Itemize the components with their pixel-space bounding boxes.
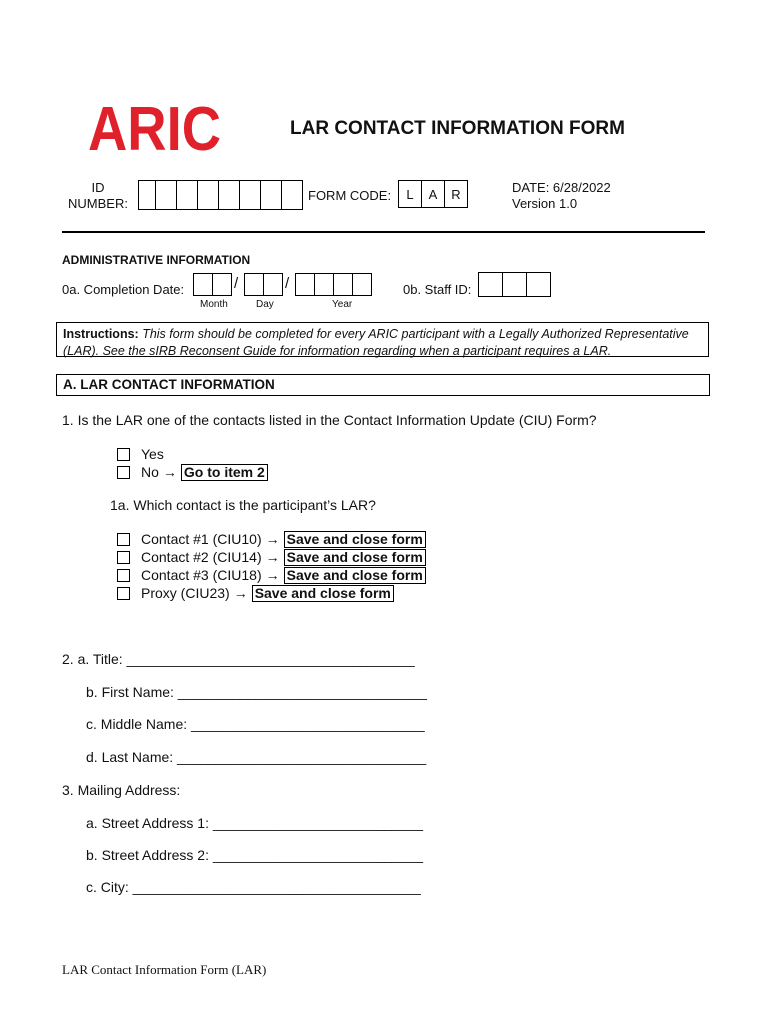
form-code-label: FORM CODE: bbox=[308, 188, 392, 203]
goto-item-2: Go to item 2 bbox=[181, 464, 268, 481]
q1a-option-contact1[interactable] bbox=[117, 530, 426, 548]
month-caption: Month bbox=[200, 299, 228, 310]
id-number-boxes[interactable] bbox=[138, 180, 302, 210]
q1-option-yes[interactable] bbox=[117, 445, 268, 463]
id-box[interactable] bbox=[260, 180, 282, 210]
contact1-label: Contact #1 (CIU10) bbox=[141, 531, 262, 547]
save-close-action: Save and close form bbox=[284, 567, 426, 584]
checkbox-no[interactable] bbox=[117, 466, 130, 479]
save-close-action: Save and close form bbox=[252, 585, 394, 602]
form-code-letter: A bbox=[421, 180, 445, 208]
form-code-letter: L bbox=[398, 180, 422, 208]
id-number-label bbox=[68, 180, 128, 212]
year-caption: Year bbox=[332, 299, 353, 310]
first-name-field[interactable]: b. First Name: ________________________________ bbox=[86, 684, 427, 700]
day-box[interactable] bbox=[263, 273, 283, 296]
id-label-line1: ID bbox=[91, 180, 105, 195]
q1-options bbox=[117, 445, 268, 481]
id-box[interactable] bbox=[138, 180, 156, 210]
day-caption: Day bbox=[256, 299, 274, 310]
arrow-icon: → bbox=[162, 464, 177, 480]
date-slash: / bbox=[285, 275, 290, 292]
title-field[interactable]: 2. a. Title: _____________________________________ bbox=[62, 651, 415, 667]
staff-id-box[interactable] bbox=[526, 272, 551, 297]
id-box[interactable] bbox=[281, 180, 303, 210]
contact2-label: Contact #2 (CIU14) bbox=[141, 549, 262, 565]
aric-logo bbox=[88, 95, 223, 164]
date-slash: / bbox=[234, 275, 239, 292]
id-box[interactable] bbox=[197, 180, 219, 210]
admin-heading: ADMINISTRATIVE INFORMATION bbox=[62, 253, 251, 267]
arrow-icon: → bbox=[265, 531, 280, 547]
q1a-option-proxy[interactable] bbox=[117, 584, 426, 602]
form-code-letter: R bbox=[444, 180, 468, 208]
id-box[interactable] bbox=[155, 180, 177, 210]
q1a-text: 1a. Which contact is the participant’s LAR? bbox=[110, 497, 376, 513]
mailing-address-label: 3. Mailing Address: bbox=[62, 782, 181, 798]
checkbox-yes[interactable] bbox=[117, 448, 130, 461]
id-label-line2: NUMBER: bbox=[68, 196, 128, 211]
street-address-2-field[interactable]: b. Street Address 2: ___________________________ bbox=[86, 847, 424, 863]
id-box[interactable] bbox=[239, 180, 261, 210]
arrow-icon: → bbox=[265, 549, 280, 565]
month-box[interactable] bbox=[193, 273, 213, 296]
instructions-text: This form should be completed for every ARIC participant with a Legally Authorized Representative (LAR). See the sIRB Reconsent Guide for information regarding when a participant requires a LAR. bbox=[63, 327, 689, 358]
header-divider bbox=[62, 231, 705, 233]
section-a-heading: A. LAR CONTACT INFORMATION bbox=[56, 374, 710, 396]
form-title: LAR CONTACT INFORMATION FORM bbox=[290, 118, 625, 139]
staff-id-label: 0b. Staff ID: bbox=[403, 282, 472, 297]
day-boxes[interactable] bbox=[244, 273, 283, 296]
save-close-action: Save and close form bbox=[284, 549, 426, 566]
instructions-bold: Instructions: bbox=[63, 327, 139, 341]
staff-id-box[interactable] bbox=[478, 272, 503, 297]
city-field[interactable]: c. City: _____________________________________ bbox=[86, 879, 421, 895]
year-box[interactable] bbox=[352, 273, 372, 296]
middle-name-field[interactable]: c. Middle Name: ______________________________ bbox=[86, 716, 425, 732]
month-boxes[interactable] bbox=[193, 273, 232, 296]
staff-id-box[interactable] bbox=[502, 272, 527, 297]
completion-date-label: 0a. Completion Date: bbox=[62, 282, 185, 297]
year-boxes[interactable] bbox=[295, 273, 372, 296]
form-version: Version 1.0 bbox=[512, 196, 578, 211]
q1a-options bbox=[117, 530, 426, 602]
year-box[interactable] bbox=[333, 273, 353, 296]
month-box[interactable] bbox=[212, 273, 232, 296]
q1-text: 1. Is the LAR one of the contacts listed in the Contact Information Update (CIU) Form? bbox=[62, 412, 597, 428]
form-date: DATE: 6/28/2022 bbox=[512, 180, 611, 195]
year-box[interactable] bbox=[314, 273, 334, 296]
checkbox-contact1[interactable] bbox=[117, 533, 130, 546]
q1-no-label: No bbox=[141, 464, 159, 480]
year-box[interactable] bbox=[295, 273, 315, 296]
q1-yes-label: Yes bbox=[141, 446, 164, 462]
logo-text: ARIC bbox=[88, 95, 221, 164]
q1a-option-contact2[interactable] bbox=[117, 548, 426, 566]
checkbox-proxy[interactable] bbox=[117, 587, 130, 600]
page-footer: LAR Contact Information Form (LAR) bbox=[62, 962, 267, 977]
street-address-1-field[interactable]: a. Street Address 1: ___________________________ bbox=[86, 815, 424, 831]
q1-option-no[interactable] bbox=[117, 463, 268, 481]
checkbox-contact3[interactable] bbox=[117, 569, 130, 582]
id-box[interactable] bbox=[218, 180, 240, 210]
arrow-icon: → bbox=[265, 567, 280, 583]
checkbox-contact2[interactable] bbox=[117, 551, 130, 564]
id-box[interactable] bbox=[176, 180, 198, 210]
q1a-option-contact3[interactable] bbox=[117, 566, 426, 584]
form-date-block bbox=[512, 180, 611, 212]
staff-id-boxes[interactable] bbox=[478, 272, 551, 297]
last-name-field[interactable]: d. Last Name: ________________________________ bbox=[86, 749, 427, 765]
contact3-label: Contact #3 (CIU18) bbox=[141, 567, 262, 583]
instructions-box bbox=[56, 322, 709, 357]
arrow-icon: → bbox=[233, 585, 248, 601]
form-code-boxes bbox=[398, 180, 467, 208]
proxy-label: Proxy (CIU23) bbox=[141, 585, 230, 601]
day-box[interactable] bbox=[244, 273, 264, 296]
save-close-action: Save and close form bbox=[284, 531, 426, 548]
